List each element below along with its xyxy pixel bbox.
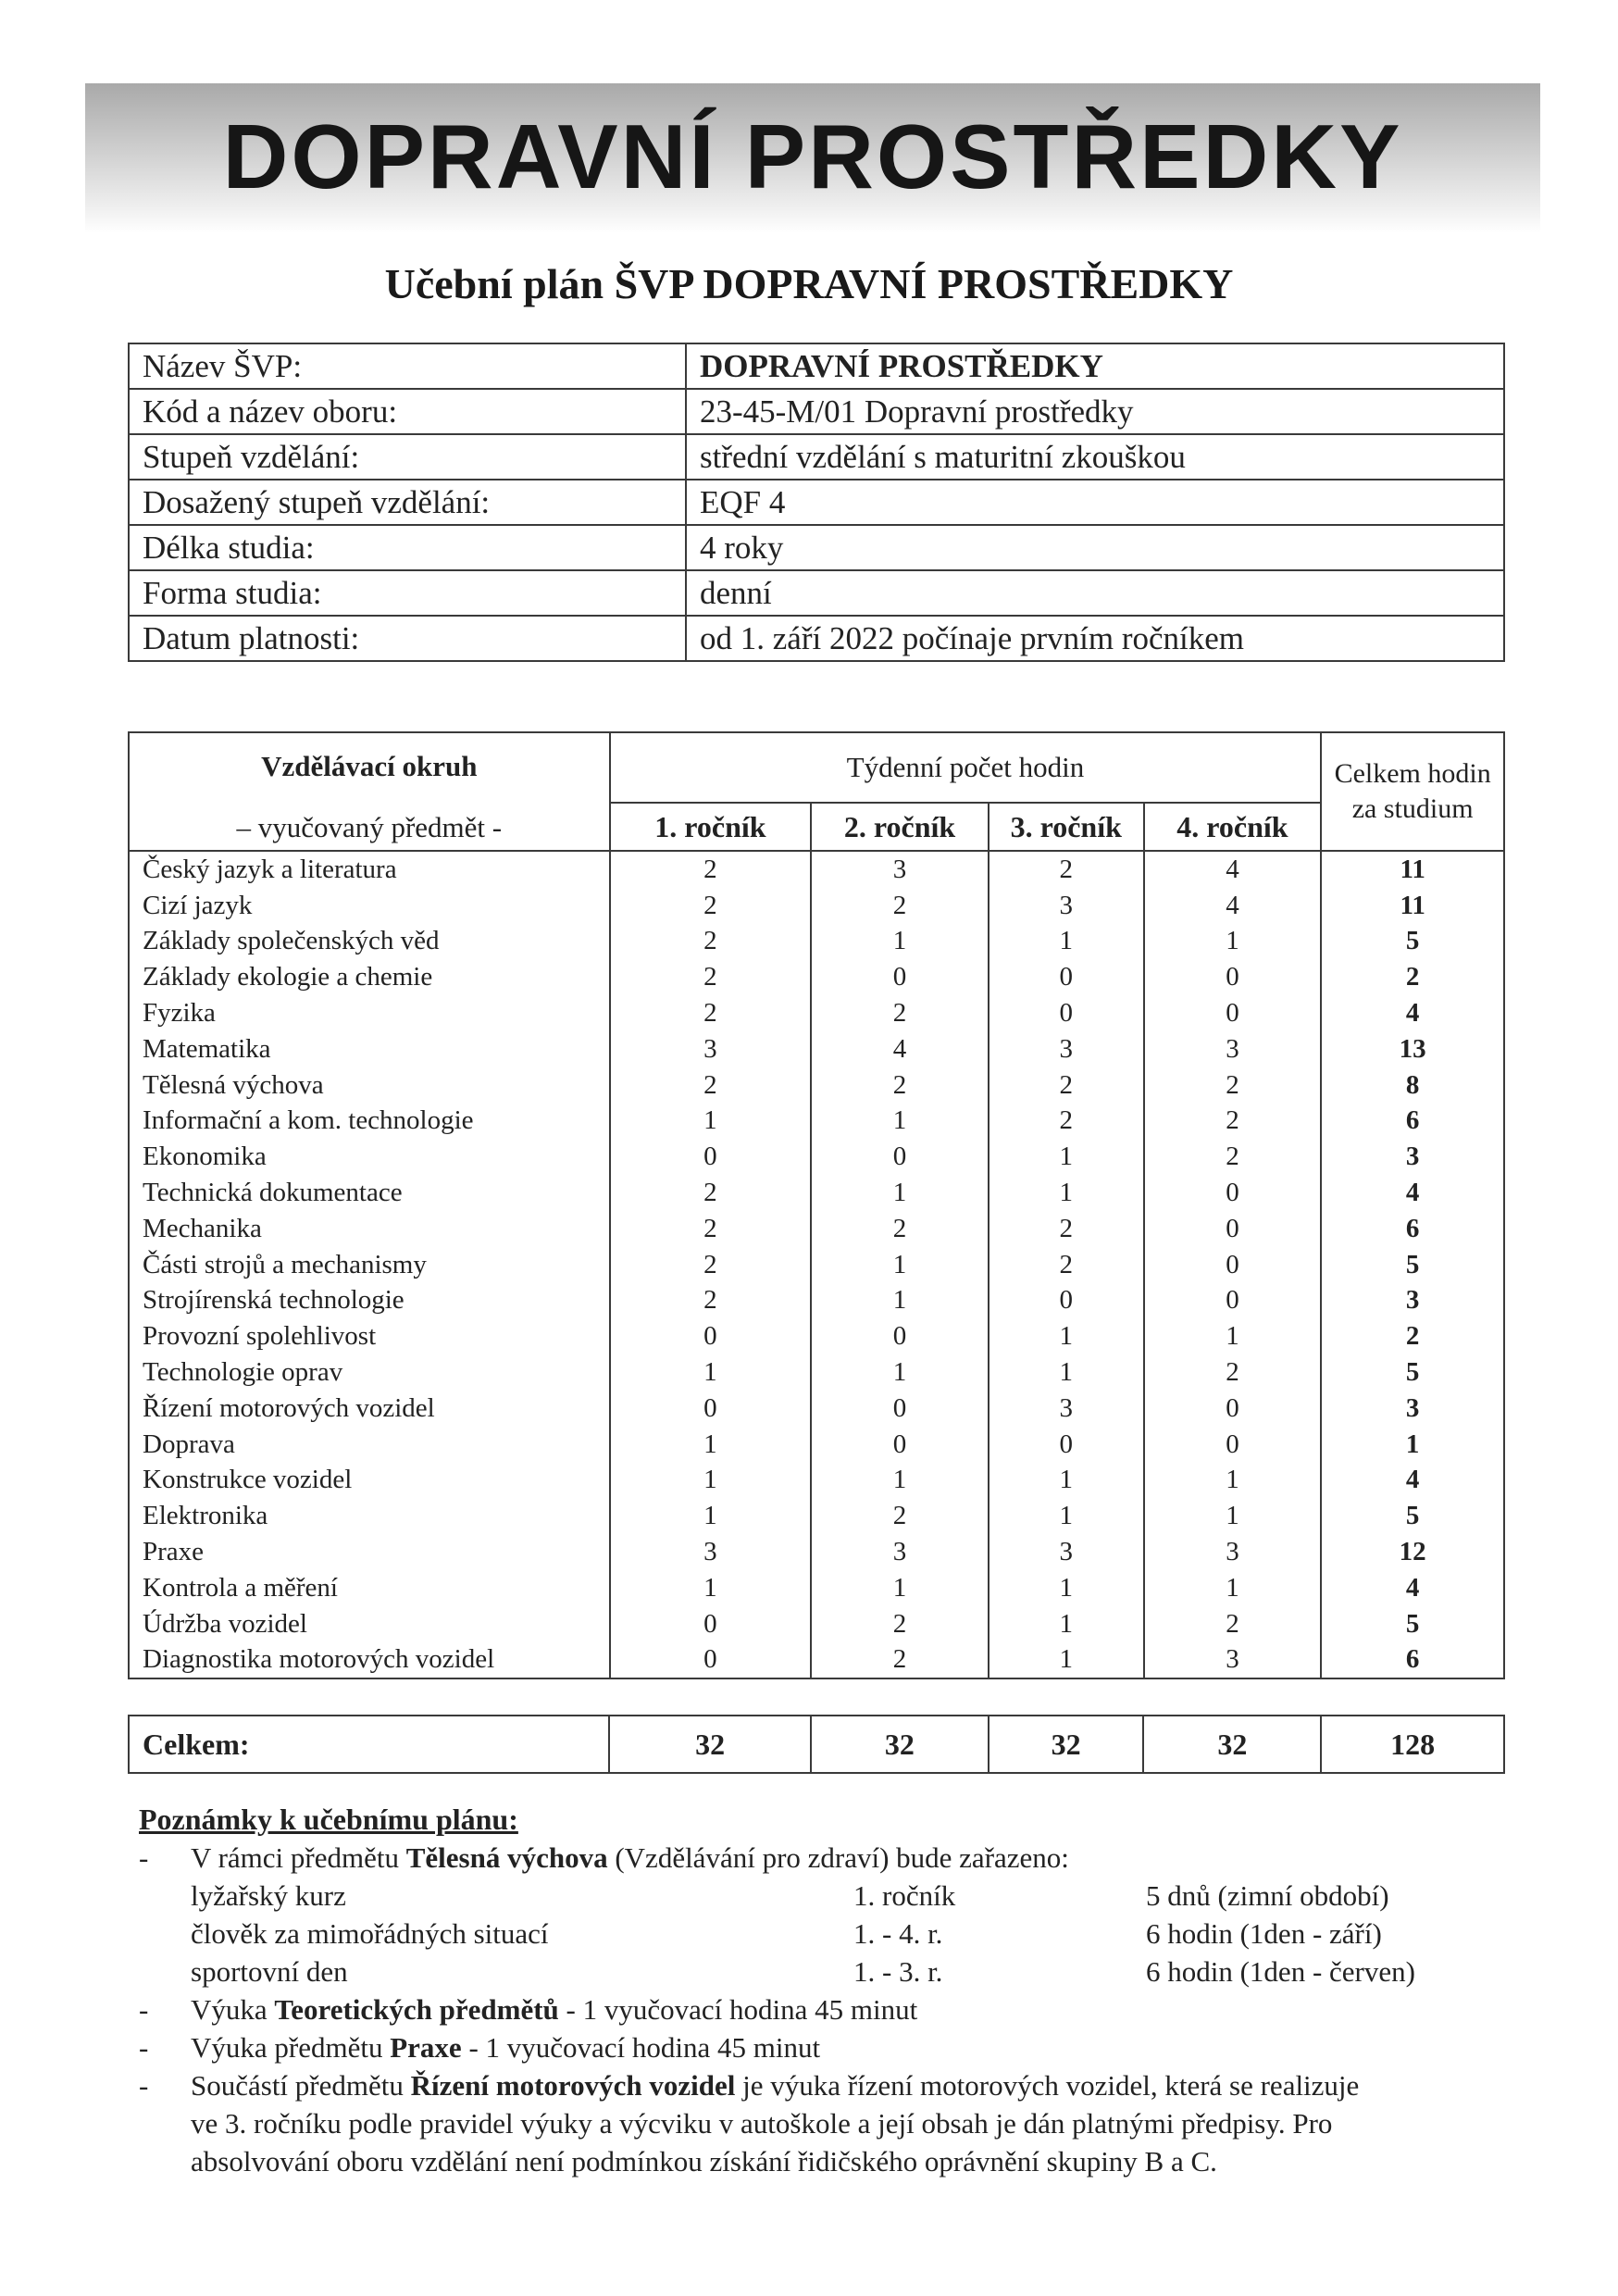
info-value: 4 roky <box>686 525 1504 570</box>
subject-row <box>129 888 1504 924</box>
subject-hours-year-4: 1 <box>1144 1498 1322 1534</box>
header-weekly: Týdenní počet hodin <box>610 732 1322 803</box>
title-banner <box>85 83 1540 233</box>
subject-hours-year-1: 2 <box>610 1283 812 1319</box>
subject-row <box>129 1427 1504 1463</box>
header-year-4: 4. ročník <box>1144 803 1322 851</box>
subject-row <box>129 1498 1504 1534</box>
event-row <box>139 1953 1518 1990</box>
subject-hours-year-1: 3 <box>610 1031 812 1067</box>
info-label: Kód a název oboru: <box>129 389 686 434</box>
subject-hours-year-2: 1 <box>811 924 989 960</box>
event-when: 1. - 4. r. <box>853 1917 943 1950</box>
info-row <box>129 434 1504 480</box>
subject-hours-year-1: 2 <box>610 1247 812 1283</box>
subject-hours-year-1: 2 <box>610 1067 812 1104</box>
header-okruh-label: Vzdělávací okruh <box>261 750 478 782</box>
subject-hours-year-4: 0 <box>1144 1391 1322 1427</box>
subject-hours-year-4: 2 <box>1144 1606 1322 1642</box>
subject-name: Strojírenská technologie <box>129 1283 610 1319</box>
subject-total: 3 <box>1321 1139 1504 1175</box>
subject-hours-year-3: 3 <box>989 1391 1144 1427</box>
subject-hours-year-4: 0 <box>1144 1211 1322 1247</box>
subject-hours-year-1: 2 <box>610 851 812 888</box>
subject-hours-year-3: 1 <box>989 924 1144 960</box>
subject-hours-year-2: 3 <box>811 851 989 888</box>
note-1-bold: Tělesná výchova <box>405 1841 608 1874</box>
event-when: 1. ročník <box>853 1879 956 1912</box>
subject-total: 5 <box>1321 1354 1504 1391</box>
subject-hours-year-1: 2 <box>610 924 812 960</box>
subject-hours-year-2: 2 <box>811 1642 989 1679</box>
plan-title: Učební plán ŠVP DOPRAVNÍ PROSTŘEDKY <box>384 260 1234 307</box>
subject-hours-year-4: 0 <box>1144 1247 1322 1283</box>
info-row <box>129 389 1504 434</box>
subject-row <box>129 924 1504 960</box>
event-name: sportovní den <box>191 1955 348 1988</box>
subject-total: 3 <box>1321 1283 1504 1319</box>
subject-hours-year-2: 1 <box>811 1570 989 1606</box>
subject-hours-year-4: 0 <box>1144 1427 1322 1463</box>
subject-total: 8 <box>1321 1067 1504 1104</box>
subject-hours-year-1: 1 <box>610 1570 812 1606</box>
subject-total: 4 <box>1321 1175 1504 1211</box>
subject-hours-year-3: 2 <box>989 1104 1144 1140</box>
subject-row <box>129 1534 1504 1570</box>
subject-total: 3 <box>1321 1391 1504 1427</box>
note-1-text: V rámci předmětu <box>191 1841 406 1874</box>
info-value: od 1. září 2022 počínaje prvním ročníkem <box>686 616 1504 661</box>
subject-name: Provozní spolehlivost <box>129 1318 610 1354</box>
subject-total: 5 <box>1321 1606 1504 1642</box>
subject-name: Elektronika <box>129 1498 610 1534</box>
note-3-bold: Praxe <box>390 2031 462 2064</box>
subject-hours-year-1: 0 <box>610 1606 812 1642</box>
event-duration: 6 hodin (1den - červen) <box>1146 1955 1415 1988</box>
subject-row <box>129 1642 1504 1679</box>
subject-total: 2 <box>1321 1318 1504 1354</box>
subject-hours-year-1: 2 <box>610 1211 812 1247</box>
subject-hours-year-4: 3 <box>1144 1642 1322 1679</box>
subject-hours-year-4: 1 <box>1144 1463 1322 1499</box>
subject-hours-year-1: 1 <box>610 1498 812 1534</box>
subject-name: Údržba vozidel <box>129 1606 610 1642</box>
subject-row <box>129 1104 1504 1140</box>
subject-total: 11 <box>1321 888 1504 924</box>
note-1-text-end: (Vzdělávání pro zdraví) bude zařazeno: <box>607 1841 1069 1874</box>
subject-hours-year-1: 1 <box>610 1104 812 1140</box>
subject-hours-year-3: 1 <box>989 1498 1144 1534</box>
subject-hours-year-2: 0 <box>811 959 989 995</box>
subject-hours-year-4: 0 <box>1144 1283 1322 1319</box>
note-dash: - <box>139 2069 149 2102</box>
subject-hours-year-3: 2 <box>989 1211 1144 1247</box>
info-value: denní <box>686 570 1504 616</box>
info-value: DOPRAVNÍ PROSTŘEDKY <box>686 343 1504 389</box>
event-name: lyžařský kurz <box>191 1879 346 1912</box>
subject-row <box>129 1318 1504 1354</box>
subject-hours-year-2: 0 <box>811 1139 989 1175</box>
total-label: Celkem: <box>129 1716 609 1773</box>
event-row <box>139 1877 1518 1915</box>
total-year-1: 32 <box>609 1716 811 1773</box>
subject-total: 11 <box>1321 851 1504 888</box>
subject-hours-year-1: 2 <box>610 888 812 924</box>
subject-hours-year-4: 2 <box>1144 1067 1322 1104</box>
total-grand: 128 <box>1321 1716 1504 1773</box>
subject-hours-year-2: 2 <box>811 1606 989 1642</box>
info-row <box>129 570 1504 616</box>
subject-name: Cizí jazyk <box>129 888 610 924</box>
info-label: Délka studia: <box>129 525 686 570</box>
subject-name: Konstrukce vozidel <box>129 1463 610 1499</box>
subject-hours-year-4: 1 <box>1144 1318 1322 1354</box>
subject-hours-year-3: 0 <box>989 959 1144 995</box>
subject-hours-year-3: 1 <box>989 1139 1144 1175</box>
subject-row <box>129 995 1504 1031</box>
subject-row <box>129 959 1504 995</box>
subject-hours-year-3: 0 <box>989 995 1144 1031</box>
subject-name: Mechanika <box>129 1211 610 1247</box>
note-4 <box>139 2066 1518 2104</box>
banner-title: DOPRAVNÍ PROSTŘEDKY <box>222 106 1403 207</box>
subject-total: 13 <box>1321 1031 1504 1067</box>
subject-hours-year-2: 1 <box>811 1104 989 1140</box>
subject-hours-year-4: 3 <box>1144 1031 1322 1067</box>
subject-hours-year-3: 3 <box>989 1534 1144 1570</box>
subject-hours-year-2: 2 <box>811 1498 989 1534</box>
subject-hours-year-2: 1 <box>811 1175 989 1211</box>
note-3-text: Výuka předmětu <box>191 2031 391 2064</box>
subject-total: 2 <box>1321 959 1504 995</box>
subject-row <box>129 1606 1504 1642</box>
subject-row <box>129 1175 1504 1211</box>
subject-row <box>129 1391 1504 1427</box>
subject-hours-year-4: 0 <box>1144 995 1322 1031</box>
subject-hours-year-3: 2 <box>989 1067 1144 1104</box>
subject-hours-year-3: 1 <box>989 1463 1144 1499</box>
subject-row <box>129 1570 1504 1606</box>
subject-name: Řízení motorových vozidel <box>129 1391 610 1427</box>
notes-title: Poznámky k učebnímu plánu: <box>139 1803 518 1836</box>
subject-hours-year-3: 0 <box>989 1427 1144 1463</box>
subject-hours-year-1: 0 <box>610 1642 812 1679</box>
subject-hours-year-1: 0 <box>610 1391 812 1427</box>
subject-hours-year-4: 3 <box>1144 1534 1322 1570</box>
note-4-text: Součástí předmětu <box>191 2069 411 2102</box>
subject-hours-year-3: 1 <box>989 1642 1144 1679</box>
subject-hours-year-3: 1 <box>989 1606 1144 1642</box>
header-year-3: 3. ročník <box>989 803 1144 851</box>
subject-hours-year-4: 4 <box>1144 851 1322 888</box>
subject-total: 4 <box>1321 1463 1504 1499</box>
subject-row <box>129 1067 1504 1104</box>
subject-hours-year-1: 1 <box>610 1463 812 1499</box>
note-3 <box>139 2028 1518 2066</box>
note-4-bold: Řízení motorových vozidel <box>410 2069 736 2102</box>
subject-hours-year-4: 2 <box>1144 1354 1322 1391</box>
subject-hours-year-2: 2 <box>811 1211 989 1247</box>
event-name: člověk za mimořádných situací <box>191 1917 549 1950</box>
subject-row <box>129 1031 1504 1067</box>
subject-hours-year-2: 0 <box>811 1391 989 1427</box>
subject-hours-year-2: 2 <box>811 995 989 1031</box>
subject-name: Technická dokumentace <box>129 1175 610 1211</box>
subject-hours-year-3: 0 <box>989 1283 1144 1319</box>
note-dash: - <box>139 2031 149 2064</box>
subject-total: 5 <box>1321 924 1504 960</box>
subject-hours-year-4: 2 <box>1144 1139 1322 1175</box>
event-duration: 5 dnů (zimní období) <box>1146 1879 1389 1912</box>
subject-hours-year-4: 0 <box>1144 1175 1322 1211</box>
header-year-2: 2. ročník <box>811 803 989 851</box>
subject-hours-year-2: 2 <box>811 1067 989 1104</box>
total-table <box>128 1715 1505 1774</box>
subject-name: Technologie oprav <box>129 1354 610 1391</box>
subject-name: Ekonomika <box>129 1139 610 1175</box>
subject-hours-year-4: 1 <box>1144 1570 1322 1606</box>
subject-name: Základy společenských věd <box>129 924 610 960</box>
info-value: EQF 4 <box>686 480 1504 525</box>
subjects-table <box>128 731 1505 1679</box>
info-value: střední vzdělání s maturitní zkouškou <box>686 434 1504 480</box>
subject-hours-year-1: 0 <box>610 1139 812 1175</box>
subject-hours-year-3: 3 <box>989 888 1144 924</box>
note-3-text-end: - 1 vyučovací hodina 45 minut <box>461 2031 821 2064</box>
info-label: Stupeň vzdělání: <box>129 434 686 480</box>
info-row <box>129 343 1504 389</box>
subject-hours-year-1: 2 <box>610 959 812 995</box>
subject-row <box>129 1247 1504 1283</box>
subject-name: Informační a kom. technologie <box>129 1104 610 1140</box>
event-row <box>139 1915 1518 1953</box>
subject-total: 12 <box>1321 1534 1504 1570</box>
subject-row <box>129 1211 1504 1247</box>
subject-name: Části strojů a mechanismy <box>129 1247 610 1283</box>
subject-hours-year-3: 2 <box>989 851 1144 888</box>
subject-hours-year-3: 3 <box>989 1031 1144 1067</box>
subject-name: Tělesná výchova <box>129 1067 610 1104</box>
subject-hours-year-3: 1 <box>989 1175 1144 1211</box>
info-value: 23-45-M/01 Dopravní prostředky <box>686 389 1504 434</box>
subject-hours-year-1: 2 <box>610 1175 812 1211</box>
subject-name: Základy ekologie a chemie <box>129 959 610 995</box>
subject-total: 5 <box>1321 1247 1504 1283</box>
subject-name: Praxe <box>129 1534 610 1570</box>
subject-row <box>129 851 1504 888</box>
header-year-1: 1. ročník <box>610 803 812 851</box>
subject-total: 5 <box>1321 1498 1504 1534</box>
subject-total: 1 <box>1321 1427 1504 1463</box>
subject-hours-year-1: 1 <box>610 1427 812 1463</box>
total-row <box>129 1716 1504 1773</box>
header-predmet-label: – vyučovaný předmět - <box>236 811 503 843</box>
note-4-line-2: ve 3. ročníku podle pravidel výuky a výcviku v autoškole a její obsah je dán platnými předpisy. Pro <box>191 2107 1333 2140</box>
event-when: 1. - 3. r. <box>853 1955 943 1988</box>
subject-hours-year-2: 1 <box>811 1283 989 1319</box>
subject-row <box>129 1354 1504 1391</box>
subject-name: Matematika <box>129 1031 610 1067</box>
note-2-text: Výuka <box>191 1993 275 2026</box>
info-label: Dosažený stupeň vzdělání: <box>129 480 686 525</box>
subject-row <box>129 1283 1504 1319</box>
subject-total: 4 <box>1321 1570 1504 1606</box>
subject-name: Diagnostika motorových vozidel <box>129 1642 610 1679</box>
info-row <box>129 525 1504 570</box>
subject-hours-year-2: 0 <box>811 1427 989 1463</box>
header-okruh <box>129 732 610 851</box>
notes-section <box>139 1800 1518 2180</box>
subject-hours-year-4: 2 <box>1144 1104 1322 1140</box>
subject-row <box>129 1139 1504 1175</box>
subject-hours-year-1: 3 <box>610 1534 812 1570</box>
info-label: Název ŠVP: <box>129 343 686 389</box>
subject-hours-year-4: 1 <box>1144 924 1322 960</box>
note-dash: - <box>139 1841 149 1874</box>
subject-hours-year-1: 1 <box>610 1354 812 1391</box>
subject-hours-year-4: 0 <box>1144 959 1322 995</box>
note-1 <box>139 1839 1518 1877</box>
info-row <box>129 480 1504 525</box>
subject-hours-year-2: 1 <box>811 1247 989 1283</box>
subject-hours-year-1: 2 <box>610 995 812 1031</box>
subject-hours-year-1: 0 <box>610 1318 812 1354</box>
info-table <box>128 343 1505 662</box>
note-dash: - <box>139 1993 149 2026</box>
note-4-text-end: je výuka řízení motorových vozidel, která se realizuje <box>735 2069 1360 2102</box>
header-total: Celkem hodin za studium <box>1321 732 1504 851</box>
total-year-2: 32 <box>811 1716 989 1773</box>
subject-name: Český jazyk a literatura <box>129 851 610 888</box>
subject-hours-year-2: 0 <box>811 1318 989 1354</box>
subject-hours-year-4: 4 <box>1144 888 1322 924</box>
subject-hours-year-2: 3 <box>811 1534 989 1570</box>
note-2-text-end: - 1 vyučovací hodina 45 minut <box>558 1993 918 2026</box>
subject-hours-year-2: 1 <box>811 1354 989 1391</box>
subject-total: 6 <box>1321 1211 1504 1247</box>
total-year-4: 32 <box>1143 1716 1321 1773</box>
subject-row <box>129 1463 1504 1499</box>
subject-total: 4 <box>1321 995 1504 1031</box>
subject-hours-year-3: 1 <box>989 1354 1144 1391</box>
subject-total: 6 <box>1321 1104 1504 1140</box>
total-year-3: 32 <box>989 1716 1144 1773</box>
events-list <box>139 1877 1518 1990</box>
subject-hours-year-3: 1 <box>989 1318 1144 1354</box>
note-4-line-3: absolvování oboru vzdělání není podmínkou získání řidičského oprávnění skupiny B a C. <box>191 2145 1217 2177</box>
subject-name: Kontrola a měření <box>129 1570 610 1606</box>
subject-hours-year-3: 2 <box>989 1247 1144 1283</box>
subject-name: Fyzika <box>129 995 610 1031</box>
subject-hours-year-2: 2 <box>811 888 989 924</box>
note-2-bold: Teoretických předmětů <box>274 1993 559 2026</box>
subject-total: 6 <box>1321 1642 1504 1679</box>
info-row <box>129 616 1504 661</box>
info-label: Forma studia: <box>129 570 686 616</box>
note-2 <box>139 1990 1518 2028</box>
info-label: Datum platnosti: <box>129 616 686 661</box>
event-duration: 6 hodin (1den - září) <box>1146 1917 1382 1950</box>
subject-hours-year-2: 1 <box>811 1463 989 1499</box>
subject-hours-year-3: 1 <box>989 1570 1144 1606</box>
subject-name: Doprava <box>129 1427 610 1463</box>
subject-hours-year-2: 4 <box>811 1031 989 1067</box>
